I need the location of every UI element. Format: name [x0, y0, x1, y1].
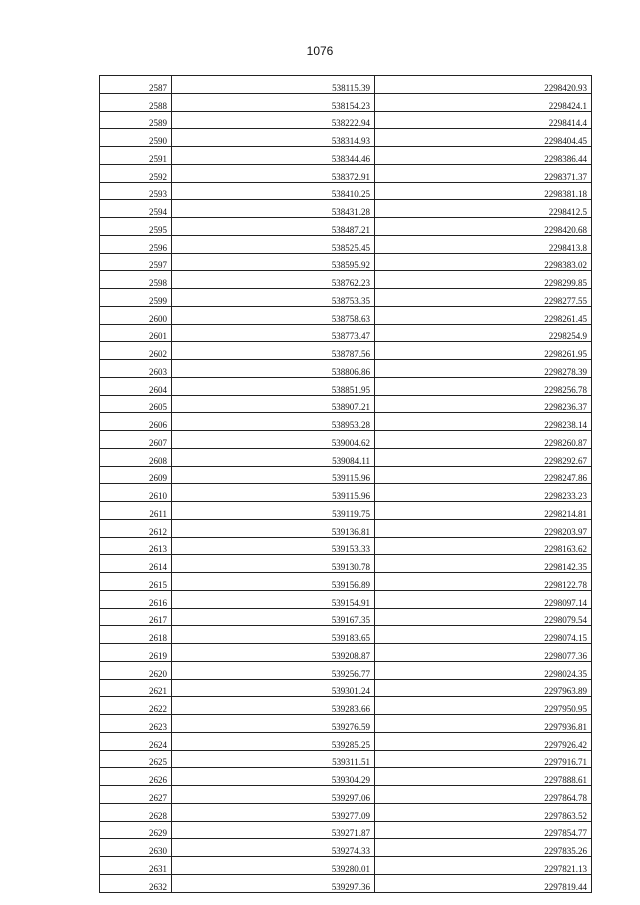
x-coordinate-cell: 539304.29 — [172, 768, 375, 786]
y-coordinate-cell: 2298413.8 — [375, 235, 592, 253]
x-coordinate-cell: 539115.96 — [172, 466, 375, 484]
table-row — [100, 679, 592, 697]
y-coordinate-cell: 2297950.95 — [375, 697, 592, 715]
table-row — [100, 537, 592, 555]
point-number-cell: 2613 — [100, 537, 172, 555]
x-coordinate-cell: 538806.86 — [172, 360, 375, 378]
table-row — [100, 377, 592, 395]
y-coordinate-cell: 2298203.97 — [375, 519, 592, 537]
y-coordinate-cell: 2297916.71 — [375, 750, 592, 768]
table-row — [100, 289, 592, 307]
table-row — [100, 395, 592, 413]
point-number-cell: 2605 — [100, 395, 172, 413]
point-number-cell: 2597 — [100, 253, 172, 271]
x-coordinate-cell: 538758.63 — [172, 306, 375, 324]
x-coordinate-cell: 538907.21 — [172, 395, 375, 413]
y-coordinate-cell: 2298278.39 — [375, 360, 592, 378]
y-coordinate-cell: 2297854.77 — [375, 821, 592, 839]
x-coordinate-cell: 538851.95 — [172, 377, 375, 395]
point-number-cell: 2593 — [100, 182, 172, 200]
table-row — [100, 821, 592, 839]
x-coordinate-cell: 538222.94 — [172, 111, 375, 129]
table-row — [100, 874, 592, 892]
x-coordinate-cell: 539119.75 — [172, 502, 375, 520]
y-coordinate-cell: 2298261.95 — [375, 342, 592, 360]
x-coordinate-cell: 539130.78 — [172, 555, 375, 573]
table-row — [100, 466, 592, 484]
x-coordinate-cell: 539277.09 — [172, 803, 375, 821]
point-number-cell: 2600 — [100, 306, 172, 324]
y-coordinate-cell: 2298260.87 — [375, 431, 592, 449]
y-coordinate-cell: 2298420.68 — [375, 218, 592, 236]
point-number-cell: 2599 — [100, 289, 172, 307]
y-coordinate-cell: 2297835.26 — [375, 839, 592, 857]
point-number-cell: 2617 — [100, 608, 172, 626]
x-coordinate-cell: 539084.11 — [172, 448, 375, 466]
x-coordinate-cell: 539156.89 — [172, 573, 375, 591]
x-coordinate-cell: 539167.35 — [172, 608, 375, 626]
y-coordinate-cell: 2298163.62 — [375, 537, 592, 555]
y-coordinate-cell: 2298233.23 — [375, 484, 592, 502]
x-coordinate-cell: 539154.91 — [172, 590, 375, 608]
x-coordinate-cell: 539276.59 — [172, 715, 375, 733]
y-coordinate-cell: 2297819.44 — [375, 874, 592, 892]
table-row — [100, 555, 592, 573]
y-coordinate-cell: 2297888.61 — [375, 768, 592, 786]
point-number-cell: 2595 — [100, 218, 172, 236]
x-coordinate-cell: 538372.91 — [172, 164, 375, 182]
x-coordinate-cell: 539256.77 — [172, 661, 375, 679]
point-number-cell: 2587 — [100, 76, 172, 94]
table-row — [100, 218, 592, 236]
table-row — [100, 431, 592, 449]
x-coordinate-cell: 538344.46 — [172, 147, 375, 165]
point-number-cell: 2609 — [100, 466, 172, 484]
y-coordinate-cell: 2298074.15 — [375, 626, 592, 644]
x-coordinate-cell: 538410.25 — [172, 182, 375, 200]
table-row — [100, 129, 592, 147]
point-number-cell: 2629 — [100, 821, 172, 839]
y-coordinate-cell: 2297963.89 — [375, 679, 592, 697]
table-row — [100, 786, 592, 804]
point-number-cell: 2611 — [100, 502, 172, 520]
table-row — [100, 306, 592, 324]
y-coordinate-cell: 2297863.52 — [375, 803, 592, 821]
point-number-cell: 2596 — [100, 235, 172, 253]
table-row — [100, 111, 592, 129]
point-number-cell: 2591 — [100, 147, 172, 165]
y-coordinate-cell: 2298256.78 — [375, 377, 592, 395]
x-coordinate-cell: 539283.66 — [172, 697, 375, 715]
point-number-cell: 2631 — [100, 857, 172, 875]
table-row — [100, 768, 592, 786]
x-coordinate-cell: 539274.33 — [172, 839, 375, 857]
y-coordinate-cell: 2298381.18 — [375, 182, 592, 200]
x-coordinate-cell: 538154.23 — [172, 93, 375, 111]
y-coordinate-cell: 2298414.4 — [375, 111, 592, 129]
table-row — [100, 448, 592, 466]
table-row — [100, 590, 592, 608]
point-number-cell: 2623 — [100, 715, 172, 733]
table-row — [100, 93, 592, 111]
table-row — [100, 147, 592, 165]
table-row — [100, 573, 592, 591]
y-coordinate-cell: 2297821.13 — [375, 857, 592, 875]
y-coordinate-cell: 2297936.81 — [375, 715, 592, 733]
point-number-cell: 2610 — [100, 484, 172, 502]
point-number-cell: 2602 — [100, 342, 172, 360]
point-number-cell: 2594 — [100, 200, 172, 218]
table-row — [100, 839, 592, 857]
x-coordinate-cell: 539115.96 — [172, 484, 375, 502]
y-coordinate-cell: 2298097.14 — [375, 590, 592, 608]
table-row — [100, 342, 592, 360]
table-body — [100, 76, 592, 893]
y-coordinate-cell: 2298277.55 — [375, 289, 592, 307]
y-coordinate-cell: 2298371.37 — [375, 164, 592, 182]
table-row — [100, 235, 592, 253]
x-coordinate-cell: 539271.87 — [172, 821, 375, 839]
table-row — [100, 164, 592, 182]
point-number-cell: 2619 — [100, 644, 172, 662]
y-coordinate-cell: 2298424.1 — [375, 93, 592, 111]
table-row — [100, 324, 592, 342]
x-coordinate-cell: 539136.81 — [172, 519, 375, 537]
point-number-cell: 2604 — [100, 377, 172, 395]
point-number-cell: 2628 — [100, 803, 172, 821]
table-row — [100, 644, 592, 662]
point-number-cell: 2588 — [100, 93, 172, 111]
y-coordinate-cell: 2298299.85 — [375, 271, 592, 289]
point-number-cell: 2608 — [100, 448, 172, 466]
x-coordinate-cell: 539311.51 — [172, 750, 375, 768]
y-coordinate-cell: 2298247.86 — [375, 466, 592, 484]
table-row — [100, 608, 592, 626]
table-row — [100, 200, 592, 218]
page-number: 1076 — [306, 44, 334, 58]
y-coordinate-cell: 2298261.45 — [375, 306, 592, 324]
point-number-cell: 2627 — [100, 786, 172, 804]
table-row — [100, 484, 592, 502]
table-row — [100, 803, 592, 821]
x-coordinate-cell: 539183.65 — [172, 626, 375, 644]
x-coordinate-cell: 538314.93 — [172, 129, 375, 147]
table-row — [100, 413, 592, 431]
point-number-cell: 2592 — [100, 164, 172, 182]
point-number-cell: 2614 — [100, 555, 172, 573]
point-number-cell: 2622 — [100, 697, 172, 715]
y-coordinate-cell: 2298236.37 — [375, 395, 592, 413]
y-coordinate-cell: 2298420.93 — [375, 76, 592, 94]
y-coordinate-cell: 2298077.36 — [375, 644, 592, 662]
x-coordinate-cell: 538525.45 — [172, 235, 375, 253]
y-coordinate-cell: 2298404.45 — [375, 129, 592, 147]
table-row — [100, 502, 592, 520]
x-coordinate-cell: 539285.25 — [172, 732, 375, 750]
x-coordinate-cell: 538487.21 — [172, 218, 375, 236]
table-row — [100, 76, 592, 94]
coordinates-table — [99, 75, 592, 893]
table-row — [100, 697, 592, 715]
x-coordinate-cell: 539280.01 — [172, 857, 375, 875]
y-coordinate-cell: 2298024.35 — [375, 661, 592, 679]
x-coordinate-cell: 538115.39 — [172, 76, 375, 94]
y-coordinate-cell: 2298412.5 — [375, 200, 592, 218]
y-coordinate-cell: 2298254.9 — [375, 324, 592, 342]
point-number-cell: 2598 — [100, 271, 172, 289]
point-number-cell: 2589 — [100, 111, 172, 129]
x-coordinate-cell: 538787.56 — [172, 342, 375, 360]
y-coordinate-cell: 2298238.14 — [375, 413, 592, 431]
y-coordinate-cell: 2298142.35 — [375, 555, 592, 573]
y-coordinate-cell: 2298386.44 — [375, 147, 592, 165]
point-number-cell: 2618 — [100, 626, 172, 644]
point-number-cell: 2626 — [100, 768, 172, 786]
point-number-cell: 2630 — [100, 839, 172, 857]
x-coordinate-cell: 538753.35 — [172, 289, 375, 307]
table-row — [100, 732, 592, 750]
point-number-cell: 2625 — [100, 750, 172, 768]
x-coordinate-cell: 539153.33 — [172, 537, 375, 555]
point-number-cell: 2632 — [100, 874, 172, 892]
y-coordinate-cell: 2298383.02 — [375, 253, 592, 271]
point-number-cell: 2590 — [100, 129, 172, 147]
x-coordinate-cell: 538762.23 — [172, 271, 375, 289]
x-coordinate-cell: 538595.92 — [172, 253, 375, 271]
table-row — [100, 750, 592, 768]
table-row — [100, 182, 592, 200]
point-number-cell: 2601 — [100, 324, 172, 342]
table-row — [100, 661, 592, 679]
x-coordinate-cell: 539297.36 — [172, 874, 375, 892]
y-coordinate-cell: 2297926.42 — [375, 732, 592, 750]
table-row — [100, 626, 592, 644]
x-coordinate-cell: 539208.87 — [172, 644, 375, 662]
y-coordinate-cell: 2297864.78 — [375, 786, 592, 804]
x-coordinate-cell: 538773.47 — [172, 324, 375, 342]
y-coordinate-cell: 2298214.81 — [375, 502, 592, 520]
point-number-cell: 2606 — [100, 413, 172, 431]
x-coordinate-cell: 539297.06 — [172, 786, 375, 804]
point-number-cell: 2620 — [100, 661, 172, 679]
point-number-cell: 2615 — [100, 573, 172, 591]
table-row — [100, 271, 592, 289]
table-row — [100, 519, 592, 537]
table-row — [100, 253, 592, 271]
table-row — [100, 360, 592, 378]
point-number-cell: 2603 — [100, 360, 172, 378]
x-coordinate-cell: 539301.24 — [172, 679, 375, 697]
y-coordinate-cell: 2298122.78 — [375, 573, 592, 591]
point-number-cell: 2624 — [100, 732, 172, 750]
x-coordinate-cell: 539004.62 — [172, 431, 375, 449]
point-number-cell: 2612 — [100, 519, 172, 537]
y-coordinate-cell: 2298292.67 — [375, 448, 592, 466]
point-number-cell: 2616 — [100, 590, 172, 608]
y-coordinate-cell: 2298079.54 — [375, 608, 592, 626]
table-row — [100, 857, 592, 875]
point-number-cell: 2607 — [100, 431, 172, 449]
x-coordinate-cell: 538431.28 — [172, 200, 375, 218]
table-row — [100, 715, 592, 733]
point-number-cell: 2621 — [100, 679, 172, 697]
x-coordinate-cell: 538953.28 — [172, 413, 375, 431]
